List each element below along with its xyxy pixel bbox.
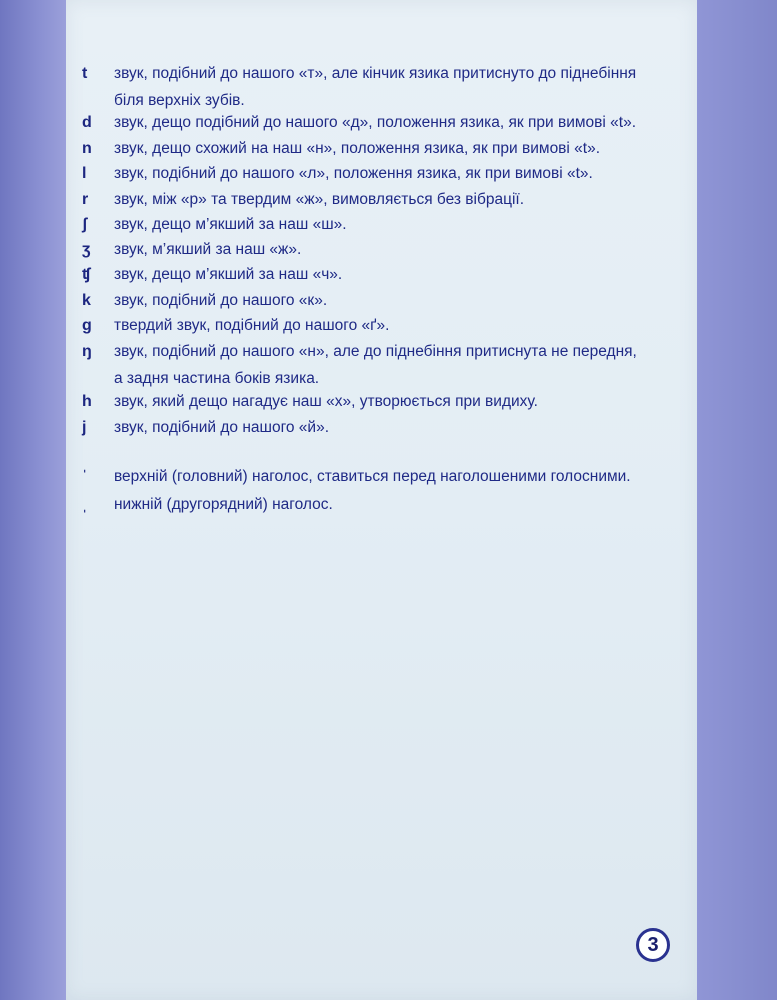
symbol-description: звук, дещо м’якший за наш «ч».: [114, 266, 343, 283]
phonetic-symbol: r: [82, 191, 89, 208]
phonetic-symbol: d: [82, 114, 92, 131]
symbol-description: звук, м’якший за наш «ж».: [114, 241, 302, 258]
phonetic-symbol: k: [82, 292, 91, 309]
phonetic-symbol: l: [82, 165, 87, 182]
symbol-description: звук, подібний до нашого «л», положення язика, як при вимові «t».: [114, 165, 593, 182]
phonetic-symbol: g: [82, 317, 92, 334]
phonetic-symbol: h: [82, 393, 92, 410]
phonetic-symbol: ʧ: [82, 266, 91, 283]
primary-stress-mark: ˈ: [82, 468, 88, 485]
stress-description: нижній (другорядний) наголос.: [114, 496, 333, 513]
symbol-description: звук, подібний до нашого «к».: [114, 292, 328, 309]
page-number: 3: [636, 928, 670, 962]
stress-description: верхній (головний) наголос, ставиться перед наголошеними голосними.: [114, 468, 631, 485]
phonetic-symbol: n: [82, 140, 92, 157]
symbol-description: звук, подібний до нашого «й».: [114, 419, 330, 436]
symbol-description: звук, подібний до нашого «т», але кінчик язика притиснуто до піднебіння: [114, 65, 637, 82]
symbol-description: звук, дещо подібний до нашого «д», положення язика, як при вимові «t».: [114, 114, 637, 131]
phonetic-symbol: ʃ: [82, 216, 88, 233]
secondary-stress-mark: ˌ: [82, 496, 88, 513]
symbol-description: звук, дещо м’якший за наш «ш».: [114, 216, 347, 233]
phonetic-symbol: ŋ: [82, 343, 92, 360]
symbol-description: звук, дещо схожий на наш «н», положення язика, як при вимові «t».: [114, 140, 601, 157]
symbol-description: звук, подібний до нашого «н», але до піднебіння притиснута не передня,: [114, 343, 637, 360]
symbol-description-continued: біля верхніх зубів.: [114, 92, 245, 109]
symbol-description-continued: а задня частина боків язика.: [114, 370, 320, 387]
left-page-edge: [0, 0, 66, 1000]
phonetic-symbol: j: [82, 419, 87, 436]
phonetic-symbol: ʒ: [82, 241, 91, 258]
symbol-description: звук, між «р» та твердим «ж», вимовляється без вібрації.: [114, 191, 525, 208]
document-page: [66, 0, 697, 1000]
symbol-description: звук, який дещо нагадує наш «х», утворюється при видиху.: [114, 393, 538, 410]
right-page-edge: [695, 0, 777, 1000]
phonetic-symbol: t: [82, 65, 88, 82]
symbol-description: твердий звук, подібний до нашого «ґ».: [114, 317, 390, 334]
